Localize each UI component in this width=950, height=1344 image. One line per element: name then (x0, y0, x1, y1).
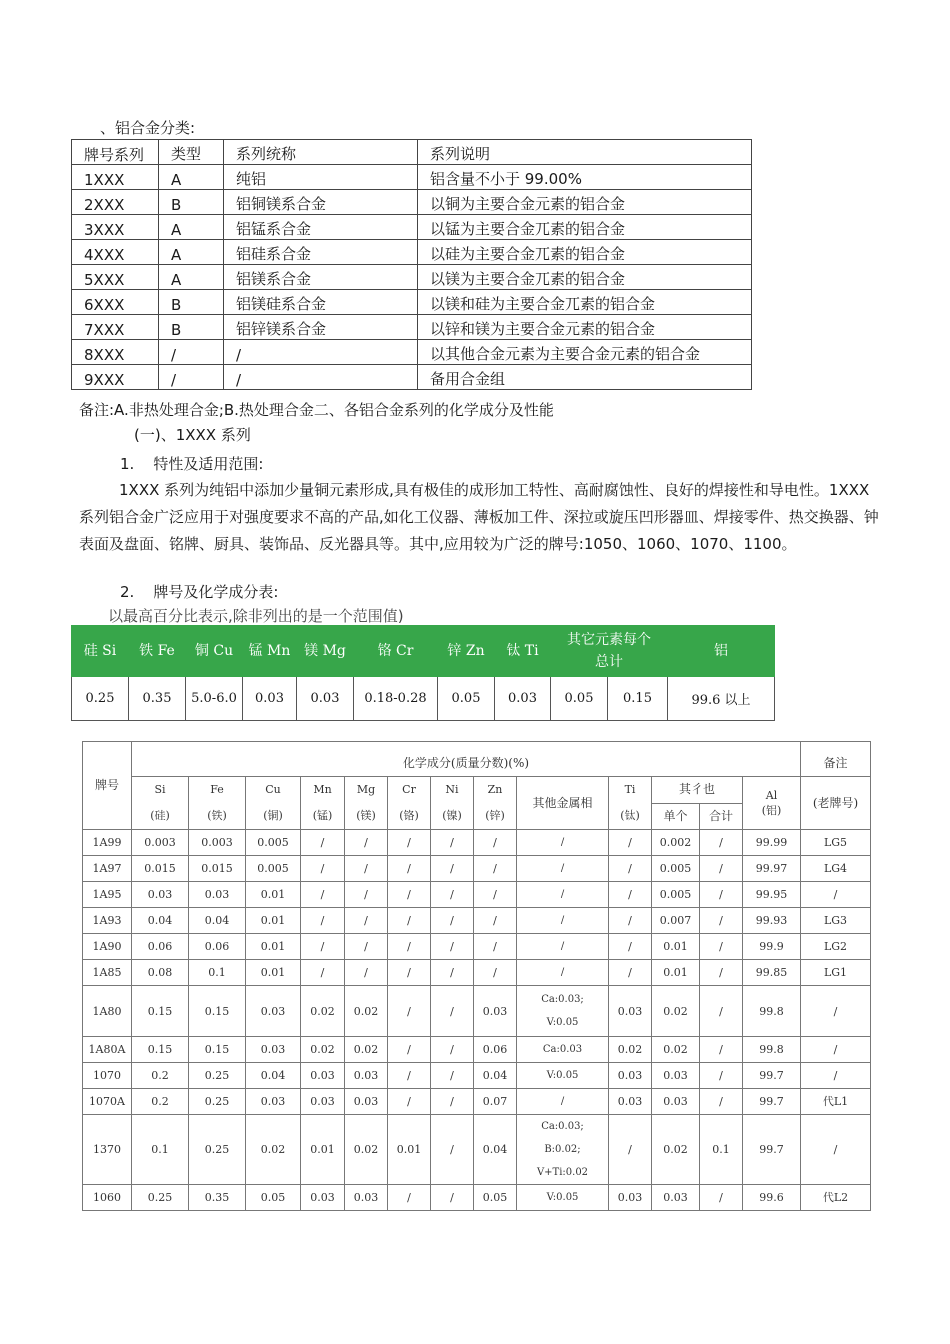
value-cell: / (801, 1115, 871, 1185)
col-single: 单个 (652, 803, 700, 830)
range-note: 以最高百分比表示,除非列出的是一个范围值) (108, 607, 404, 625)
chem-summary-value: 5.0-6.0 (186, 677, 243, 721)
value-cell: 0.06 (189, 934, 246, 960)
value-cell: / (474, 882, 517, 908)
value-cell: 0.03 (652, 1089, 700, 1115)
value-cell: / (431, 908, 474, 934)
value-cell: 0.03 (609, 1063, 652, 1089)
value-cell: 99.7 (743, 1089, 801, 1115)
value-cell: 0.01 (246, 908, 301, 934)
cell: A (159, 265, 224, 290)
value-cell: / (801, 1037, 871, 1063)
cell: 铝镁系合金 (224, 265, 418, 290)
value-cell: / (609, 934, 652, 960)
value-cell: 0.015 (132, 856, 189, 882)
value-cell: 99.99 (743, 830, 801, 856)
chem-summary-value: 0.18-0.28 (354, 677, 438, 721)
col-total: 合计 (700, 803, 743, 830)
col-cu: Cu (铜) (246, 777, 301, 830)
cell: 铝硅系合金 (224, 240, 418, 265)
value-cell: / (431, 830, 474, 856)
table-row (83, 960, 871, 986)
cell: 2XXX (72, 190, 159, 215)
subsection-title: (一)、1XXX 系列 (134, 426, 251, 444)
value-cell: 0.02 (652, 1037, 700, 1063)
value-cell: / (517, 1089, 609, 1115)
cell: / (159, 340, 224, 365)
value-cell: / (474, 908, 517, 934)
value-cell: / (388, 1063, 431, 1089)
value-cell: 0.25 (189, 1115, 246, 1185)
header-other-each: 其它元素每个 (567, 632, 651, 648)
value-cell: / (388, 908, 431, 934)
cell: 7XXX (72, 315, 159, 340)
cell: 铝镁硅系合金 (224, 290, 418, 315)
table-row (83, 1037, 871, 1063)
value-cell: / (301, 960, 345, 986)
value-cell: / (609, 882, 652, 908)
value-cell: LG5 (801, 830, 871, 856)
cell: B (159, 315, 224, 340)
value-cell: / (609, 960, 652, 986)
value-cell: 0.03 (609, 1185, 652, 1211)
value-cell: / (431, 1115, 474, 1185)
table-row (83, 1185, 871, 1211)
col-si: Si (硅) (132, 777, 189, 830)
value-cell: / (388, 1185, 431, 1211)
value-cell: 0.08 (132, 960, 189, 986)
value-cell: 代L1 (801, 1089, 871, 1115)
cell: 6XXX (72, 290, 159, 315)
value-cell: / (609, 830, 652, 856)
value-cell: Ca:0.03; B:0.02; V+Ti:0.02 (517, 1115, 609, 1185)
cell: A (159, 215, 224, 240)
value-cell: 0.1 (189, 960, 246, 986)
value-cell: 0.003 (132, 830, 189, 856)
cell: 5XXX (72, 265, 159, 290)
value-cell: / (801, 1063, 871, 1089)
value-cell: 0.03 (345, 1063, 388, 1089)
classification-table (71, 139, 752, 390)
cell: 以其他合金元素为主要合金元素的铝合金 (418, 340, 752, 365)
value-cell: 0.03 (301, 1185, 345, 1211)
remark-header: 备注 (801, 742, 871, 777)
value-cell: 99.8 (743, 986, 801, 1037)
value-cell: 0.02 (345, 1115, 388, 1185)
grade-cell: 1370 (83, 1115, 132, 1185)
value-cell: 0.005 (652, 856, 700, 882)
value-cell: 0.25 (189, 1089, 246, 1115)
value-cell: / (431, 856, 474, 882)
value-cell: 0.01 (388, 1115, 431, 1185)
value-cell: / (700, 960, 743, 986)
value-cell: 0.05 (246, 1185, 301, 1211)
cell: 以镁为主要合金兀素的铝合金 (418, 265, 752, 290)
table-row (83, 856, 871, 882)
cell: B (159, 290, 224, 315)
table-row (83, 830, 871, 856)
value-cell: 0.25 (132, 1185, 189, 1211)
value-cell: 0.03 (345, 1185, 388, 1211)
remark-sub-header: (老牌号) (801, 777, 871, 830)
value-cell: 0.005 (246, 830, 301, 856)
cell: 以镁和硅为主要合金兀素的铝合金 (418, 290, 752, 315)
cell: / (224, 365, 418, 390)
table-row (83, 986, 871, 1037)
cell: A (159, 240, 224, 265)
value-cell: / (431, 882, 474, 908)
cell: 牌号系列 (72, 140, 159, 165)
value-cell: / (388, 986, 431, 1037)
value-cell: 0.01 (246, 960, 301, 986)
value-cell: / (801, 986, 871, 1037)
cell: 铝铜镁系合金 (224, 190, 418, 215)
chem-summary-value: 0.05 (438, 677, 495, 721)
chem-summary-value: 0.25 (72, 677, 129, 721)
value-cell: / (700, 830, 743, 856)
grade-cell: 1A90 (83, 934, 132, 960)
header-fe: 铁 Fe (129, 626, 186, 677)
value-cell: 0.03 (609, 986, 652, 1037)
value-cell: / (388, 856, 431, 882)
description-paragraph: 1XXX 系列为纯铝中添加少量铜元素形成,具有极佳的成形加工特性、高耐腐蚀性、良好的焊接性和导电性。1XXX 系列铝合金广泛应用于对强度要求不高的产品,如化工仪器、薄板加工件、深拉或旋压凹形器皿、焊接零件、热交换器、钟表面及盘面、铭牌、厨具、装饰品、反光器具等。其中,应用较为广泛的牌号:1050、1060、1070、1100。 (79, 481, 879, 553)
table-row (83, 1089, 871, 1115)
value-cell: / (345, 830, 388, 856)
value-cell: 0.02 (652, 986, 700, 1037)
value-cell: 0.03 (246, 986, 301, 1037)
value-cell: 99.6 (743, 1185, 801, 1211)
value-cell: 0.003 (189, 830, 246, 856)
value-cell: / (700, 882, 743, 908)
value-cell: 0.25 (189, 1063, 246, 1089)
classification-header-row (72, 140, 752, 165)
value-cell: / (345, 856, 388, 882)
value-cell: 0.03 (345, 1089, 388, 1115)
value-cell: 0.015 (189, 856, 246, 882)
value-cell: / (388, 882, 431, 908)
value-cell: / (517, 934, 609, 960)
item-characteristics: 1. 特性及适用范围: (120, 455, 264, 473)
value-cell: / (700, 934, 743, 960)
value-cell: / (345, 934, 388, 960)
cell: 3XXX (72, 215, 159, 240)
value-cell: 0.2 (132, 1089, 189, 1115)
value-cell: / (388, 1037, 431, 1063)
note-text: 备注:A.非热处理合金;B.热处理合金二、各铝合金系列的化学成分及性能 (79, 401, 554, 419)
col-mn: Mn (锰) (301, 777, 345, 830)
value-cell: / (301, 856, 345, 882)
value-cell: / (609, 1115, 652, 1185)
grade-cell: 1060 (83, 1185, 132, 1211)
value-cell: 0.01 (301, 1115, 345, 1185)
value-cell: 99.97 (743, 856, 801, 882)
value-cell: Ca:0.03; V:0.05 (517, 986, 609, 1037)
cell: 以锌和镁为主要合金元素的铝合金 (418, 315, 752, 340)
value-cell: 0.15 (132, 986, 189, 1037)
col-mg: Mg (镁) (345, 777, 388, 830)
col-cr: Cr (铬) (388, 777, 431, 830)
col-ni: Ni (镍) (431, 777, 474, 830)
value-cell: 99.9 (743, 934, 801, 960)
classification-row (72, 165, 752, 190)
value-cell: / (345, 882, 388, 908)
value-cell: LG2 (801, 934, 871, 960)
grade-cell: 1A97 (83, 856, 132, 882)
col-other-metal: 其他金属相 (517, 777, 609, 830)
value-cell: / (431, 960, 474, 986)
value-cell: 0.03 (652, 1185, 700, 1211)
classification-row (72, 365, 752, 390)
value-cell: / (388, 960, 431, 986)
value-cell: 99.95 (743, 882, 801, 908)
table-row (83, 908, 871, 934)
cell: B (159, 190, 224, 215)
value-cell: 99.8 (743, 1037, 801, 1063)
value-cell: 0.007 (652, 908, 700, 934)
value-cell: / (474, 830, 517, 856)
col-ti: Ti (钛) (609, 777, 652, 830)
value-cell: / (700, 1037, 743, 1063)
header-si: 硅 Si (72, 626, 129, 677)
grade-cell: 1A80A (83, 1037, 132, 1063)
value-cell: 0.02 (301, 986, 345, 1037)
classification-row (72, 265, 752, 290)
value-cell: LG3 (801, 908, 871, 934)
cell: 系列统称 (224, 140, 418, 165)
value-cell: Ca:0.03 (517, 1037, 609, 1063)
chem-summary-row (72, 677, 775, 721)
value-cell: / (474, 856, 517, 882)
grade-cell: 1A93 (83, 908, 132, 934)
classification-row (72, 190, 752, 215)
chem-summary-value: 0.15 (608, 677, 668, 721)
value-cell: LG1 (801, 960, 871, 986)
col-al: Al (铝) (743, 777, 801, 830)
header-other (551, 626, 668, 677)
cell: 8XXX (72, 340, 159, 365)
col-zn: Zn (锌) (474, 777, 517, 830)
header-other-total: 总计 (595, 654, 623, 670)
cell: 4XXX (72, 240, 159, 265)
value-cell: V:0.05 (517, 1063, 609, 1089)
value-cell: / (700, 1185, 743, 1211)
value-cell: / (301, 908, 345, 934)
cell: 以铜为主要合金元素的铝合金 (418, 190, 752, 215)
value-cell: 0.01 (246, 882, 301, 908)
value-cell: 0.04 (189, 908, 246, 934)
value-cell: 99.93 (743, 908, 801, 934)
cell: 类型 (159, 140, 224, 165)
value-cell: 0.03 (652, 1063, 700, 1089)
value-cell: / (700, 1089, 743, 1115)
value-cell: 0.02 (609, 1037, 652, 1063)
classification-row (72, 290, 752, 315)
value-cell: / (345, 960, 388, 986)
value-cell: 0.05 (474, 1185, 517, 1211)
header-cr: 铬 Cr (354, 626, 438, 677)
value-cell: 0.1 (132, 1115, 189, 1185)
chem-summary-value: 99.6 以上 (668, 677, 775, 721)
classification-row (72, 340, 752, 365)
value-cell: / (801, 882, 871, 908)
value-cell: 99.7 (743, 1063, 801, 1089)
value-cell: / (431, 1089, 474, 1115)
value-cell: / (517, 856, 609, 882)
cell: 系列说明 (418, 140, 752, 165)
value-cell: / (388, 830, 431, 856)
value-cell: 0.03 (609, 1089, 652, 1115)
value-cell: 代L2 (801, 1185, 871, 1211)
header-al: 铝 (668, 626, 775, 677)
col-fe: Fe (铁) (189, 777, 246, 830)
cell: 以硅为主要合金兀素的铝合金 (418, 240, 752, 265)
section-title: 、铝合金分类: (100, 119, 196, 137)
value-cell: LG4 (801, 856, 871, 882)
value-cell: / (700, 856, 743, 882)
value-cell: / (609, 856, 652, 882)
value-cell: 0.06 (132, 934, 189, 960)
header-mg: 镁 Mg (297, 626, 354, 677)
value-cell: 0.01 (652, 934, 700, 960)
value-cell: / (517, 830, 609, 856)
value-cell: / (301, 830, 345, 856)
value-cell: / (345, 908, 388, 934)
grade-cell: 1A80 (83, 986, 132, 1037)
value-cell: 0.03 (301, 1063, 345, 1089)
value-cell: / (431, 986, 474, 1037)
value-cell: 0.03 (132, 882, 189, 908)
value-cell: 0.15 (189, 1037, 246, 1063)
value-cell: / (609, 908, 652, 934)
value-cell: 0.03 (301, 1089, 345, 1115)
value-cell: 0.03 (246, 1037, 301, 1063)
value-cell: 0.04 (474, 1115, 517, 1185)
value-cell: / (431, 934, 474, 960)
chem-summary-value: 0.03 (495, 677, 551, 721)
table-row (83, 1063, 871, 1089)
value-cell: / (431, 1037, 474, 1063)
value-cell: / (517, 908, 609, 934)
chem-summary-value: 0.03 (243, 677, 297, 721)
header-zn: 锌 Zn (438, 626, 495, 677)
chem-summary-value: 0.03 (297, 677, 354, 721)
value-cell: 0.07 (474, 1089, 517, 1115)
value-cell: / (517, 882, 609, 908)
table-row (83, 934, 871, 960)
col-other: 其彳也 (652, 777, 743, 804)
value-cell: / (431, 1185, 474, 1211)
value-cell: / (301, 882, 345, 908)
classification-row (72, 215, 752, 240)
value-cell: 0.15 (132, 1037, 189, 1063)
chem-detail-table (82, 741, 871, 1211)
value-cell: / (700, 1063, 743, 1089)
value-cell: 0.15 (189, 986, 246, 1037)
value-cell: 0.2 (132, 1063, 189, 1089)
value-cell: 0.01 (246, 934, 301, 960)
value-cell: / (700, 908, 743, 934)
grade-cell: 1070A (83, 1089, 132, 1115)
header-cu: 铜 Cu (186, 626, 243, 677)
value-cell: 0.03 (189, 882, 246, 908)
cell: 铝锰系合金 (224, 215, 418, 240)
chem-summary-table (71, 625, 775, 721)
grade-cell: 1070 (83, 1063, 132, 1089)
table-row (83, 882, 871, 908)
cell: 9XXX (72, 365, 159, 390)
value-cell: / (517, 960, 609, 986)
grade-cell: 1A95 (83, 882, 132, 908)
value-cell: / (431, 1063, 474, 1089)
value-cell: 0.1 (700, 1115, 743, 1185)
value-cell: 0.03 (246, 1089, 301, 1115)
value-cell: / (301, 934, 345, 960)
value-cell: / (474, 934, 517, 960)
cell: 备用合金组 (418, 365, 752, 390)
value-cell: / (700, 986, 743, 1037)
table-row (83, 1115, 871, 1185)
value-cell: 0.04 (474, 1063, 517, 1089)
chem-summary-value: 0.35 (129, 677, 186, 721)
cell: 1XXX (72, 165, 159, 190)
cell: 纯铝 (224, 165, 418, 190)
value-cell: / (388, 934, 431, 960)
cell: 以锰为主要合金兀素的铝合金 (418, 215, 752, 240)
value-cell: 0.04 (132, 908, 189, 934)
value-cell: 99.7 (743, 1115, 801, 1185)
cell: / (224, 340, 418, 365)
value-cell: V:0.05 (517, 1185, 609, 1211)
value-cell: 0.03 (474, 986, 517, 1037)
value-cell: / (474, 960, 517, 986)
cell: / (159, 365, 224, 390)
value-cell: 0.02 (246, 1115, 301, 1185)
grade-cell: 1A99 (83, 830, 132, 856)
classification-row (72, 315, 752, 340)
item-chem-table: 2. 牌号及化学成分表: (120, 583, 279, 601)
classification-row (72, 240, 752, 265)
cell: 铝含量不小于 99.00% (418, 165, 752, 190)
value-cell: 0.06 (474, 1037, 517, 1063)
grade-header: 牌号 (83, 742, 132, 830)
value-cell: / (388, 1089, 431, 1115)
value-cell: 0.01 (652, 960, 700, 986)
cell: 铝锌镁系合金 (224, 315, 418, 340)
value-cell: 0.002 (652, 830, 700, 856)
value-cell: 0.02 (652, 1115, 700, 1185)
header-ti: 钛 Ti (495, 626, 551, 677)
value-cell: 0.02 (301, 1037, 345, 1063)
grade-cell: 1A85 (83, 960, 132, 986)
value-cell: 0.005 (246, 856, 301, 882)
chem-summary-value: 0.05 (551, 677, 608, 721)
header-mn: 锰 Mn (243, 626, 297, 677)
value-cell: 0.35 (189, 1185, 246, 1211)
value-cell: 0.005 (652, 882, 700, 908)
value-cell: 99.85 (743, 960, 801, 986)
value-cell: 0.04 (246, 1063, 301, 1089)
value-cell: 0.02 (345, 986, 388, 1037)
value-cell: 0.02 (345, 1037, 388, 1063)
cell: A (159, 165, 224, 190)
composition-header: 化学成分(质量分数)(%) (132, 742, 801, 777)
